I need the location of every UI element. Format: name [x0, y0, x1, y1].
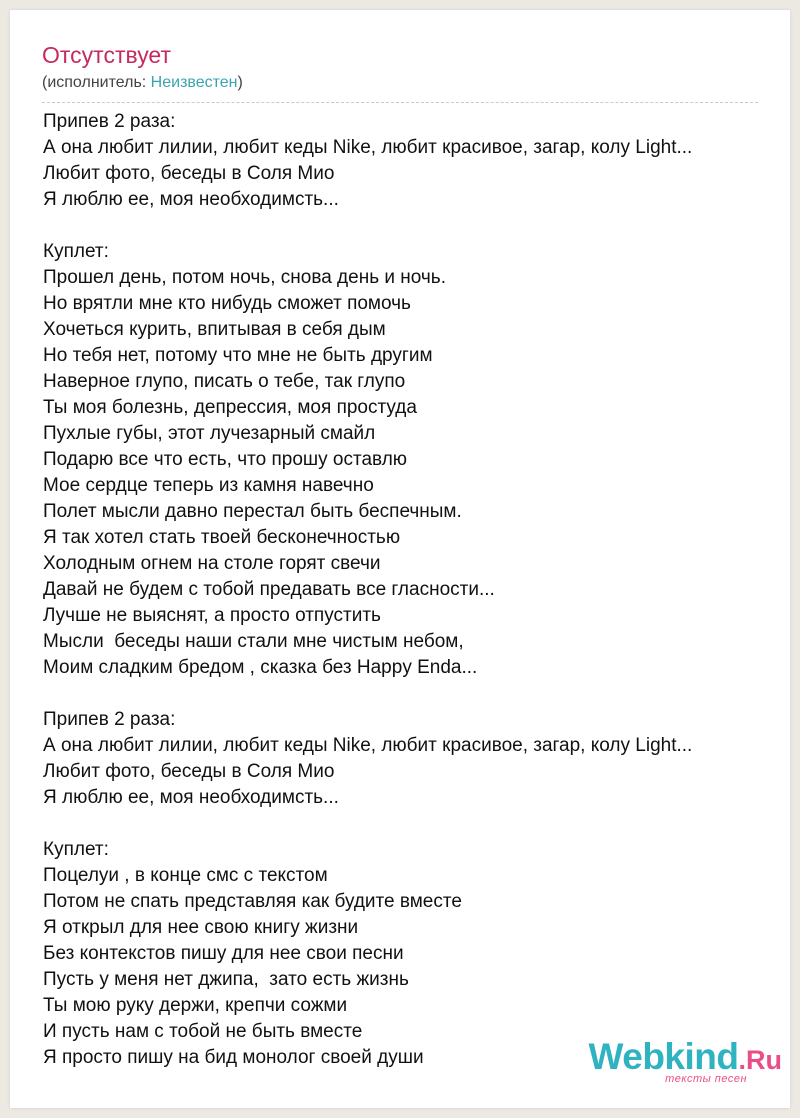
lyric-line: Куплет: — [43, 241, 109, 262]
lyric-line: Я люблю ее, моя необходимсть... — [43, 189, 339, 210]
lyric-line: Я люблю ее, моя необходимсть... — [43, 787, 339, 808]
lyric-line: Я просто пишу на бид монолог своей души — [43, 1047, 424, 1068]
lyric-line: Полет мысли давно перестал быть беспечным. — [43, 501, 462, 522]
artist-prefix: (исполнитель: — [42, 74, 151, 91]
lyric-line: Мое сердце теперь из камня навечно — [43, 475, 374, 496]
lyric-line: Прошел день, потом ночь, снова день и ночь. — [43, 267, 446, 288]
lyric-line: Лучше не выяснят, а просто отпустить — [43, 605, 381, 626]
lyric-line: Пусть у меня нет джипа, зато есть жизнь — [43, 969, 409, 990]
lyric-line: И пусть нам с тобой не быть вместе — [43, 1021, 363, 1042]
lyric-line: Куплет: — [43, 839, 109, 860]
lyric-line: Холодным огнем на столе горят свечи — [43, 553, 381, 574]
lyric-line: А она любит лилии, любит кеды Nike, любит красивое, загар, колу Light... — [43, 137, 693, 158]
lyric-line: Ты мою руку держи, крепчи сожми — [43, 995, 348, 1016]
artist-line — [42, 73, 243, 92]
lyric-line: Хочеться курить, впитывая в себя дым — [43, 319, 386, 340]
lyric-line: Любит фото, беседы в Соля Мио — [43, 163, 335, 184]
artist-link[interactable]: Неизвестен — [150, 74, 238, 91]
brand-tld: .Ru — [738, 1045, 782, 1075]
lyrics-page — [10, 10, 790, 1108]
lyric-line: Подарю все что есть, что прошу оставлю — [43, 449, 408, 470]
lyric-line: Пухлые губы, этот лучезарный смайл — [43, 423, 376, 444]
lyrics-text — [43, 109, 773, 1071]
lyric-line: Припев 2 раза: — [43, 709, 176, 730]
lyric-line: Моим сладким бредом , сказка без Happy Enda... — [43, 657, 478, 678]
lyric-line: Ты моя болезнь, депрессия, моя простуда — [43, 397, 417, 418]
brand-main: Webkind — [588, 1036, 739, 1077]
artist-suffix: ) — [237, 74, 243, 91]
song-title: Отсутствует — [42, 42, 171, 68]
lyric-line: Я так хотел стать твоей бесконечностью — [43, 527, 401, 548]
lyric-line: Наверное глупо, писать о тебе, так глупо — [43, 371, 406, 392]
lyric-line: Поцелуи , в конце смс с текстом — [43, 865, 328, 886]
brand-tagline: тексты песен — [665, 1073, 747, 1085]
lyric-line: А она любит лилии, любит кеды Nike, любит красивое, загар, колу Light... — [43, 735, 693, 756]
lyric-line: Припев 2 раза: — [43, 111, 176, 132]
lyric-line — [43, 681, 773, 707]
lyric-line: Но тебя нет, потому что мне не быть другим — [43, 345, 433, 366]
lyric-line: Давай не будем с тобой предавать все гласности... — [43, 579, 495, 600]
lyric-line: Любит фото, беседы в Соля Мио — [43, 761, 335, 782]
lyric-line: Я открыл для нее свою книгу жизни — [43, 917, 359, 938]
header-divider — [42, 102, 758, 103]
lyric-line: Но врятли мне кто нибудь сможет помочь — [43, 293, 411, 314]
lyric-line: Потом не спать представляя как будите вместе — [43, 891, 462, 912]
lyric-line — [43, 213, 773, 239]
lyric-line — [43, 811, 773, 837]
lyric-line: Без контекстов пишу для нее свои песни — [43, 943, 404, 964]
webkind-logo — [589, 1038, 783, 1075]
lyric-line: Мысли беседы наши стали мне чистым небом, — [43, 631, 464, 652]
